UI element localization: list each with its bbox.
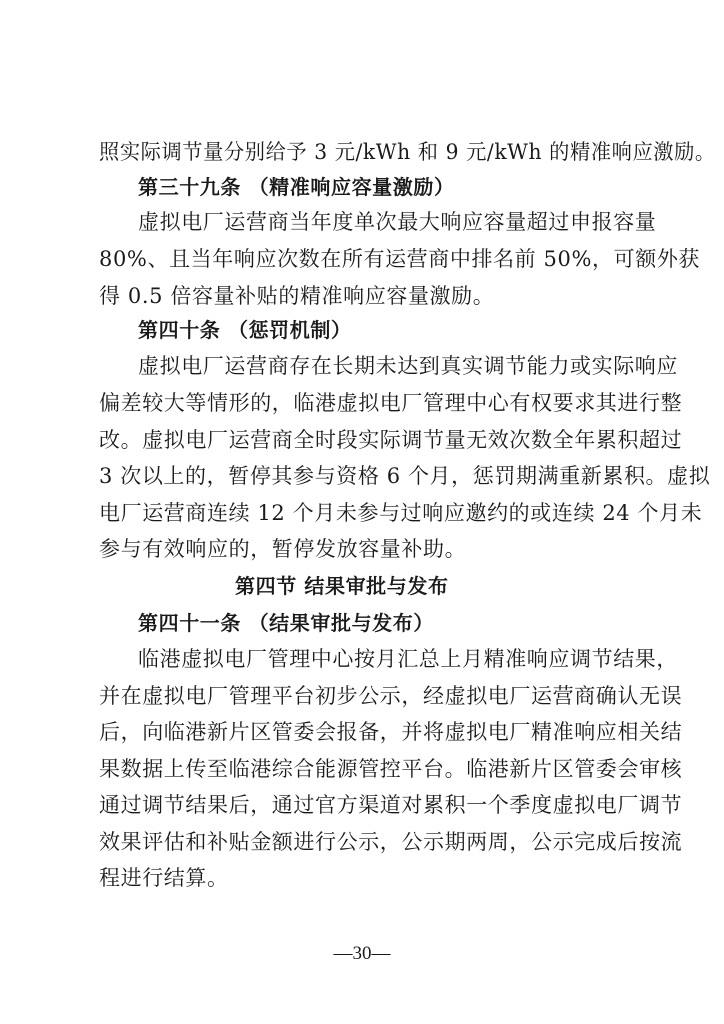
body-line: 虚拟电厂运营商存在长期未达到真实调节能力或实际响应 xyxy=(138,354,678,378)
page-number: —30— xyxy=(333,943,391,964)
body-line: 后，向临港新片区管委会报备，并将虚拟电厂精准响应相关结 xyxy=(99,720,683,744)
body-line: 得 0.5 倍容量补贴的精准响应容量激励。 xyxy=(99,284,495,308)
article-heading-39: 第三十九条 （精准响应容量激励） xyxy=(138,175,455,199)
body-line: 虚拟电厂运营商当年度单次最大响应容量超过申报容量 xyxy=(138,210,657,234)
body-line: 参与有效响应的，暂停发放容量补助。 xyxy=(99,537,467,561)
section-heading: 第四节 结果审批与发布 xyxy=(235,574,449,598)
article-heading-40: 第四十条 （惩罚机制） xyxy=(138,318,352,342)
body-line: 照实际调节量分别给予 3 元/kWh 和 9 元/kWh 的精准响应激励。 xyxy=(99,140,716,164)
body-line: 果数据上传至临港综合能源管控平台。临港新片区管委会审核 xyxy=(99,757,683,781)
body-line: 并在虚拟电厂管理平台初步公示，经虚拟电厂运营商确认无误 xyxy=(99,684,683,708)
body-line: 偏差较大等情形的，临港虚拟电厂管理中心有权要求其进行整 xyxy=(99,391,683,415)
body-line: 程进行结算。 xyxy=(99,866,229,890)
body-line: 临港虚拟电厂管理中心按月汇总上月精准响应调节结果， xyxy=(138,647,678,671)
body-line: 改。虚拟电厂运营商全时段实际调节量无效次数全年累积超过 xyxy=(99,428,683,452)
body-line: 80%、且当年响应次数在所有运营商中排名前 50%，可额外获 xyxy=(99,247,701,271)
body-line: 通过调节结果后，通过官方渠道对累积一个季度虚拟电厂调节 xyxy=(99,793,683,817)
body-line: 电厂运营商连续 12 个月未参与过响应邀约的或连续 24 个月未 xyxy=(99,501,703,525)
body-line: 3 次以上的，暂停其参与资格 6 个月，惩罚期满重新累积。虚拟 xyxy=(99,464,711,488)
article-heading-41: 第四十一条 （结果审批与发布） xyxy=(138,611,434,635)
body-line: 效果评估和补贴金额进行公示，公示期两周，公示完成后按流 xyxy=(99,830,683,854)
